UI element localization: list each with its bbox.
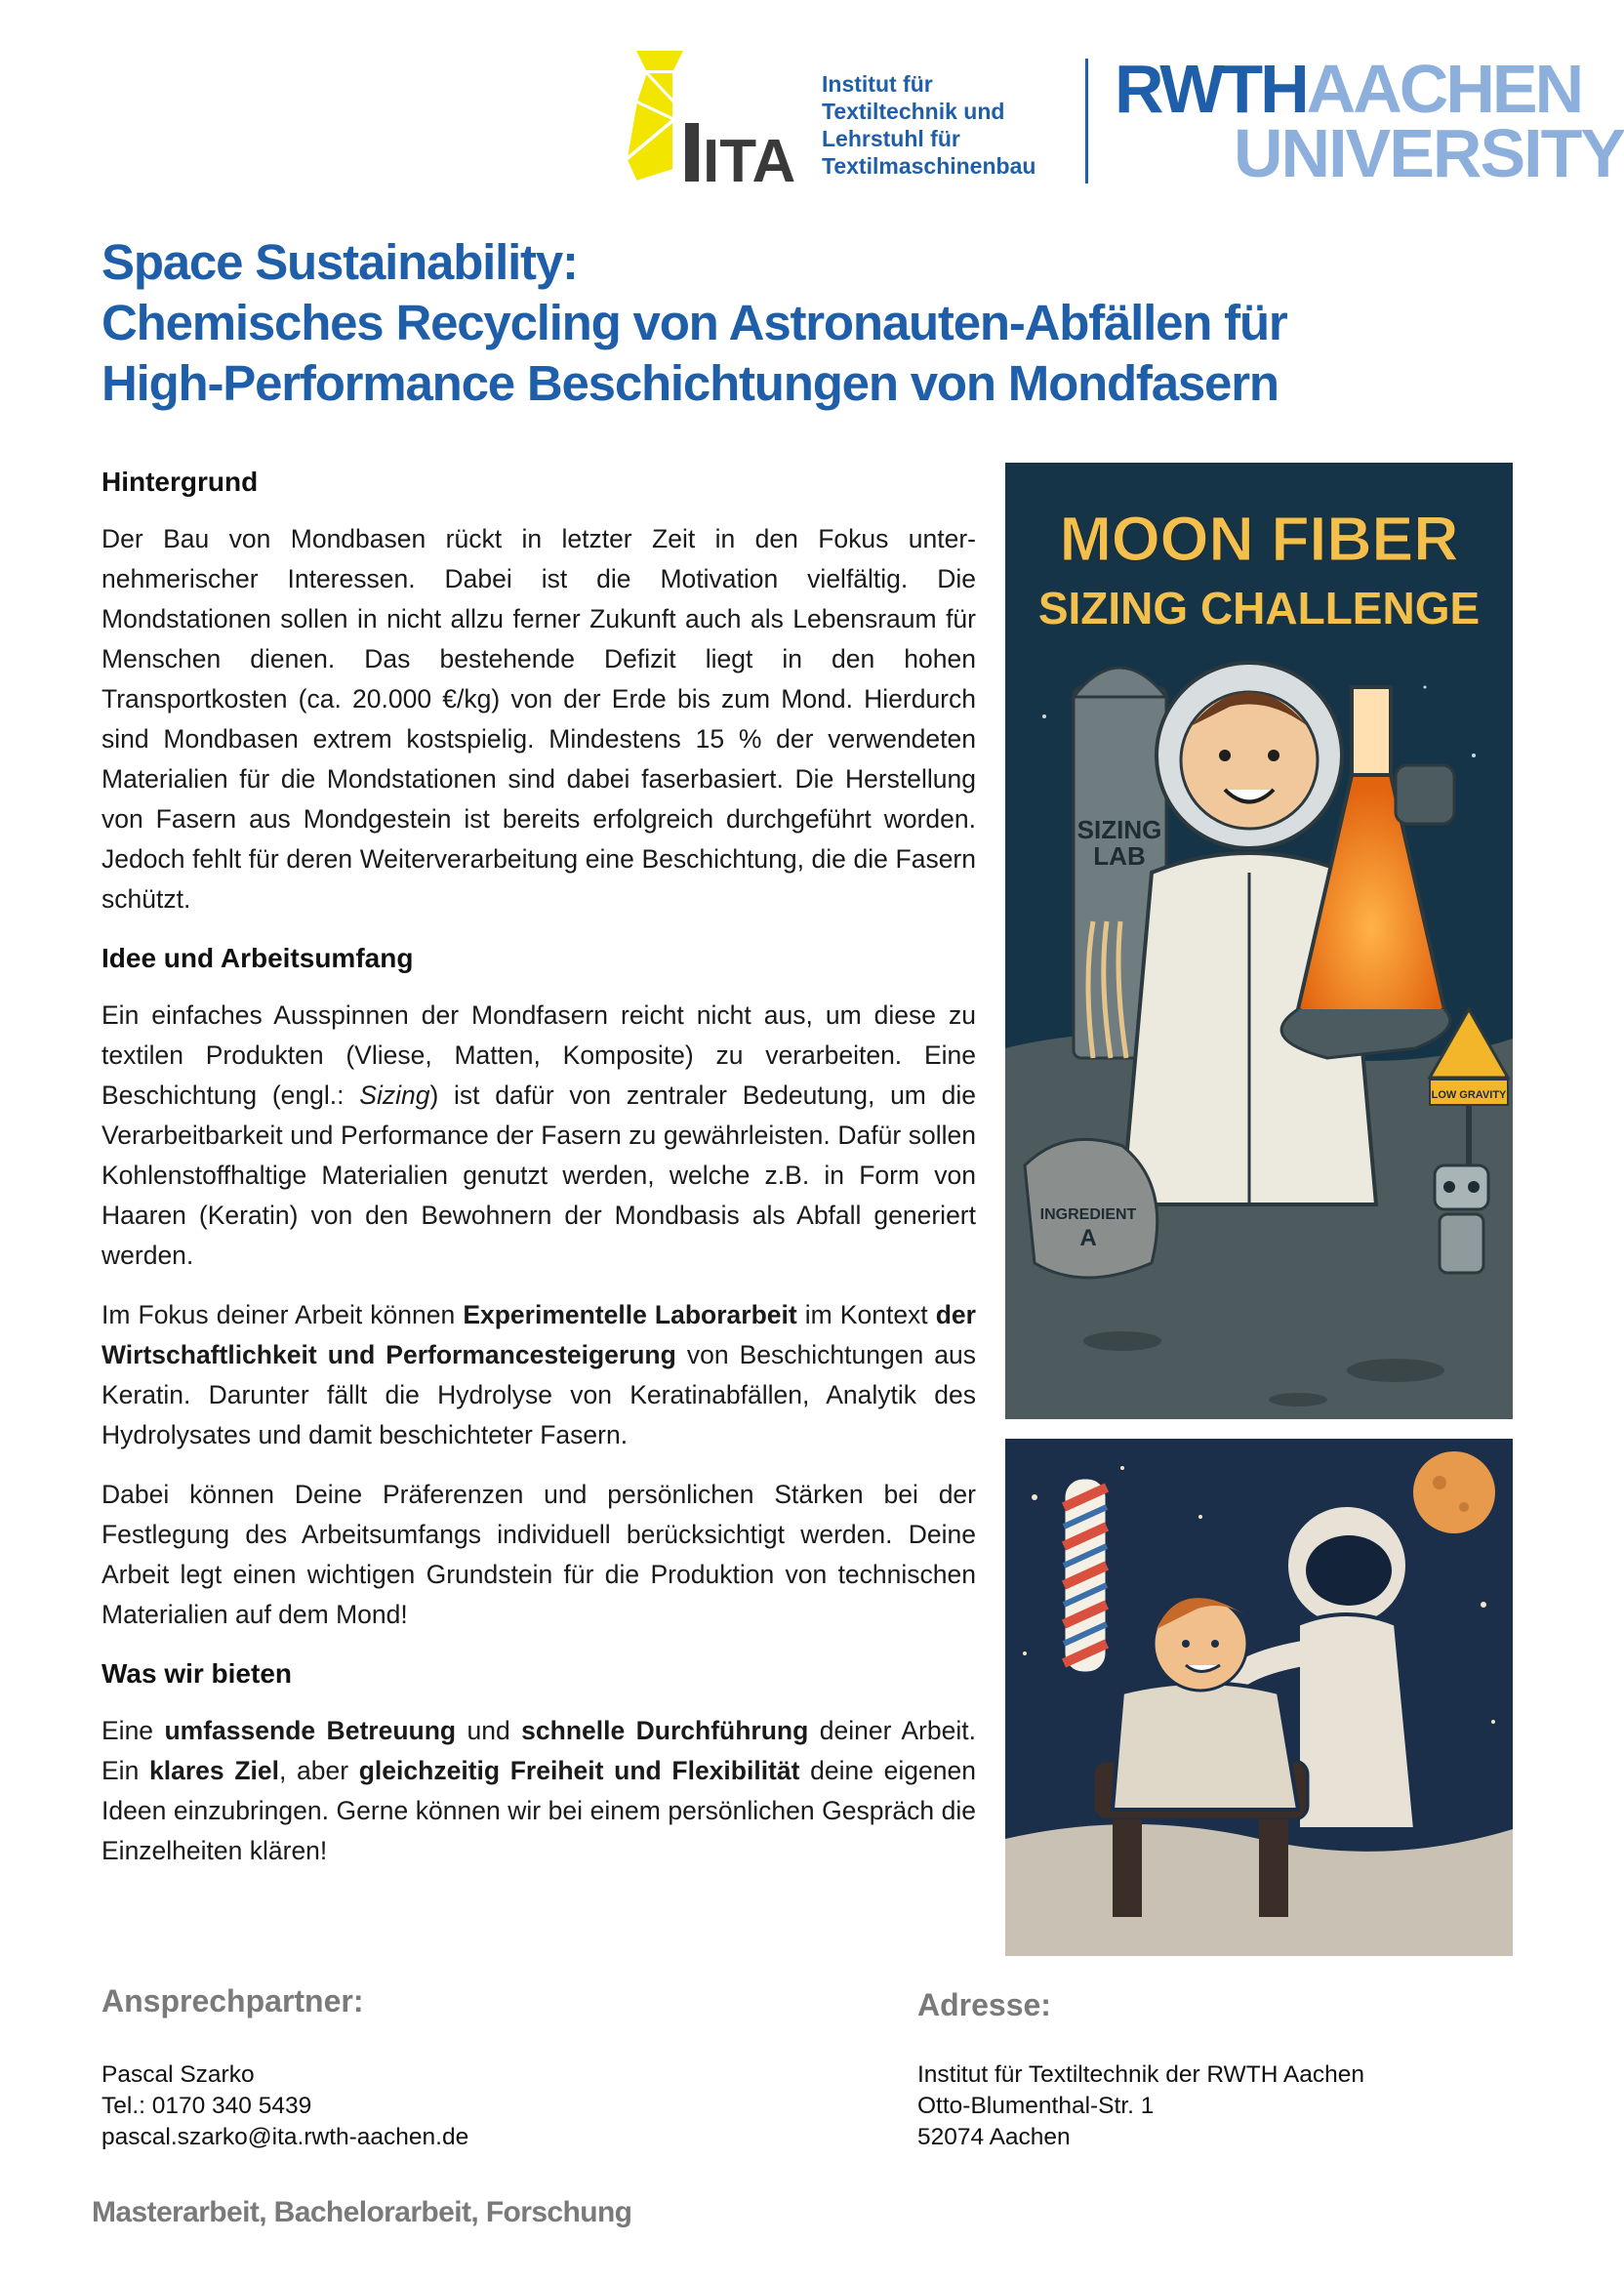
rwth-wordmark: RWTH [1115,51,1307,127]
page-title [102,232,1517,414]
logo-divider [1085,59,1088,183]
paragraph-idee-2: Im Fokus deiner Arbeit können Experimentelle Laborarbeit im Kontext der Wirtschaftlichkeit und Performancesteigerung von Beschichtungen aus Keratin. Darunter fällt die Hydrolyse von Keratinabfällen, Analytik des Hydrolysates und damit beschichteter Fasern. [102,1300,976,1449]
ita-line: Textilmaschinenbau [822,153,1036,179]
paragraph-hintergrund: Der Bau von Mondbasen rückt in letzter Zeit in den Fokus unternehmerischer Interessen. Dabei ist die Motivation vielfältig. Die Mondstationen sollen in nicht allzu ferner Zukunft auch als Lebensraum für Menschen dienen. Das bestehende Defizit liegt in den hohen Transportkosten (ca. 20.000 €/kg) von der Erde bis zum Mond. Hierdurch sind Mondbasen extrem kostspielig. Mindestens 15 % der verwendeten Materialien für die Mondstationen sind dabei faserbasiert. Die Herstellung von Fasern aus Mondgestein ist bereits erfolgreich durchgeführt worden. Jedoch fehlt für deren Weiterverarbeitung eine Beschichtung, die die Fasern schützt. [102,524,976,914]
ita-acronym: ITA [703,128,796,195]
heading-hintergrund: Hintergrund [102,467,259,497]
contact-block [102,2059,468,2153]
contact-name: Pascal Szarko [102,2061,255,2088]
main-text-column [102,463,976,1891]
sizing-term: Sizing [359,1080,430,1110]
lab-label-line1: SIZING [1076,815,1162,844]
contact-heading: Ansprechpartner: [102,1983,364,2018]
astronaut-barber-illustration [1005,1439,1513,1956]
lab-label-line2: LAB [1093,841,1146,871]
title-line-2: Chemisches Recycling von Astronauten-Abfällen für [102,295,1287,350]
address-line-3: 52074 Aachen [917,2124,1071,2150]
address-block [917,2059,1364,2153]
paragraph-bieten: Eine umfassende Betreuung und schnelle Durchführung deiner Arbeit. Ein klares Ziel, aber gleichzeitig Freiheit und Flexibilität deine eigenen Ideen einzubringen. Gerne können wir bei einem persönlichen Gespräch die Einzelheiten klären! [102,1716,976,1865]
address-line-2: Otto-Blumenthal-Str. 1 [917,2093,1155,2119]
ita-logo [617,43,796,195]
poster-title-line1: MOON FIBER [1059,504,1459,574]
ita-line: Institut für [822,71,933,97]
contact-phone: Tel.: 0170 340 5439 [102,2093,312,2119]
rock-label-line1: INGREDIENT [1039,1206,1137,1223]
address-heading: Adresse: [917,1987,1051,2022]
ita-line: Lehrstuhl für [822,126,960,151]
rwth-logo [1115,51,1624,191]
university-wordmark: UNIVERSITY [1234,115,1624,191]
moon-fiber-poster-illustration [1005,463,1513,1419]
poster-title-line2: SIZING CHALLENGE [1037,583,1481,633]
ita-line: Textiltechnik und [822,99,1005,124]
ita-institute-name [822,70,1076,180]
heading-bieten: Was wir bieten [102,1658,293,1689]
contact-email[interactable]: pascal.szarko@ita.rwth-aachen.de [102,2124,469,2150]
title-line-1: Space Sustainability: [102,234,578,290]
low-gravity-sign: LOW GRAVITY [1431,1089,1507,1101]
paragraph-idee-1: Ein einfaches Ausspinnen der Mondfasern reicht nicht aus, um diese zu textilen Produkten (Vliese, Matten, Komposite) zu verarbeiten. Eine Beschichtung (engl.: Sizing) ist dafür von zentraler Bedeutung, um die Verarbeitbarkeit und Performance der Fasern zu gewährleisten. Dafür sollen Kohlenstoffhaltige Materialien genutzt werden, welche z.B. in Form von Haaren (Keratin) von den Bewohnern der Mondbasis als Abfall generiert werden. [102,1000,976,1270]
paragraph-idee-3: Dabei können Deine Präferenzen und persönlichen Stärken bei der Festlegung des Arbeitsumfangs individuell berücksichtigt werden. Deine Arbeit legt einen wichtigen Grundstein für die Produktion von technischen Materialien auf dem Mond! [102,1480,976,1629]
heading-idee: Idee und Arbeitsumfang [102,943,414,973]
thesis-types-footer: Masterarbeit, Bachelorarbeit, Forschung [92,2196,632,2228]
aachen-wordmark: AACHEN [1306,51,1582,127]
title-line-3: High-Performance Beschichtungen von Mondfasern [102,355,1279,411]
rock-label-line2: A [1079,1225,1097,1251]
address-line-1: Institut für Textiltechnik der RWTH Aachen [917,2061,1364,2088]
